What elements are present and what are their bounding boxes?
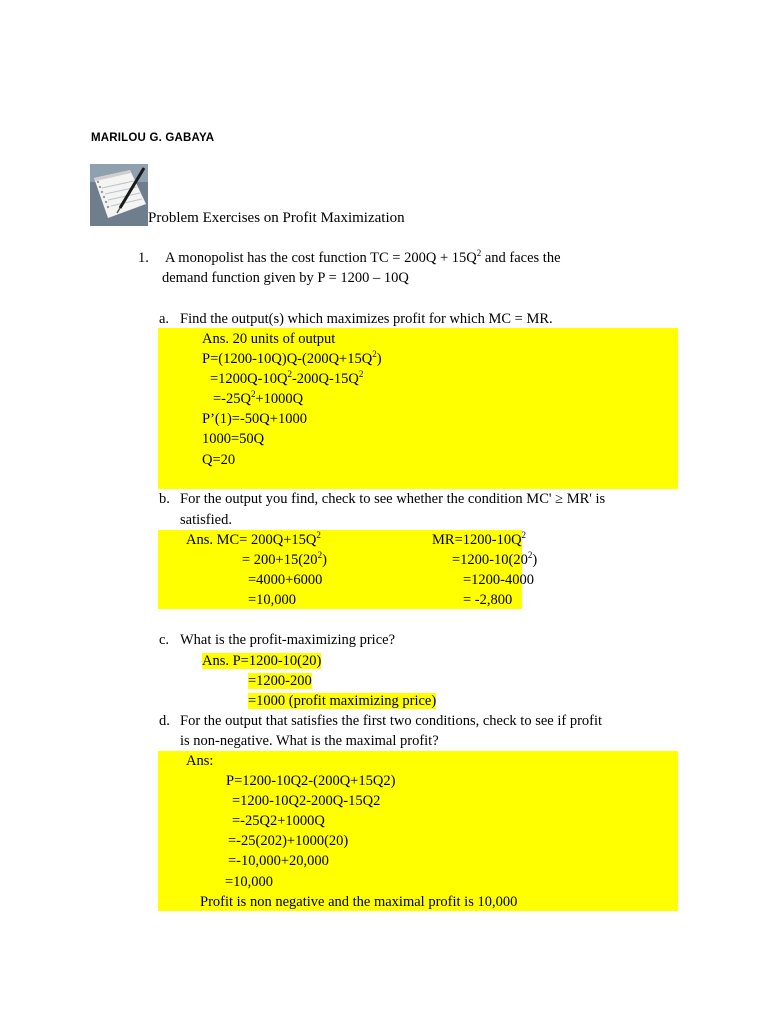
part-a-letter: a. (159, 311, 170, 327)
part-a-answer-line: $=1200Q-10Q^2-200Q-15Q^2$ (210, 369, 364, 387)
part-c-answer-line: Ans. P=1200-10(20) (202, 653, 322, 669)
part-a-answer-line: Ans. 20 units of output (202, 331, 336, 347)
problem-statement-line-2: demand function given by P = 1200 – 10Q (162, 270, 409, 286)
part-d-answer-line: =-10,000+20,000 (228, 853, 329, 869)
part-a-answer-line: $=-25Q^2+1000Q$ (213, 389, 304, 407)
part-d-answer-line: P=1200-10Q2-(200Q+15Q2) (226, 773, 396, 789)
part-a-answer-line: 1000=50Q (202, 431, 265, 447)
part-c-letter: c. (159, 632, 170, 648)
part-b-mr-line: $MR=1200-10Q^2$ (432, 530, 527, 548)
part-b-mc-line: = $200+15(20^2)$ (242, 550, 327, 568)
author-name: MARILOU G. GABAYA (91, 132, 215, 144)
document-title: Problem Exercises on Profit Maximization (148, 210, 405, 226)
part-a-answer-line: P’(1)=-50Q+1000 (202, 411, 307, 427)
part-d-conclusion: Profit is non negative and the maximal profit is 10,000 (200, 894, 518, 910)
part-b-mr-line: =1200-4000 (463, 572, 535, 588)
part-b-mc-line: =4000+6000 (248, 572, 323, 588)
part-a-answer-line: Q=20 (202, 452, 236, 468)
part-c-question: What is the profit-maximizing price? (180, 632, 396, 648)
part-d-letter: d. (159, 713, 170, 729)
part-c-answer-line: =1200-200 (248, 673, 312, 689)
problem-statement-line-1: A monopolist has the cost function TC = $200Q + 15Q^2$ and faces the (165, 248, 561, 266)
part-b-question-line-1: For the output you find, check to see whether the condition MC' ≥ MR' is (180, 491, 606, 507)
part-b-mr-line: $=1200-10(20^2)$ (452, 550, 538, 568)
part-c-answer-line: =1000 (profit maximizing price) (248, 693, 437, 709)
notebook-pen-icon (90, 164, 148, 226)
part-b-mc-line: Ans. $MC= 200Q+15Q^2$ (186, 530, 321, 548)
part-b-letter: b. (159, 491, 170, 507)
part-b-question-line-2: satisfied. (180, 512, 232, 528)
part-d-question-line-2: is non-negative. What is the maximal profit? (180, 733, 439, 749)
part-a-question: Find the output(s) which maximizes profit for which MC = MR. (180, 311, 553, 327)
part-d-answer-line: =-25(202)+1000(20) (228, 833, 349, 849)
part-d-answer-line: =-25Q2+1000Q (232, 813, 325, 829)
part-d-answer-line: =1200-10Q2-200Q-15Q2 (232, 793, 381, 809)
problem-number: 1. (138, 250, 149, 266)
part-a-answer-line: $P=(1200-10Q)Q-(200Q+15Q^2)$ (202, 349, 382, 367)
part-d-question-line-1: For the output that satisfies the first two conditions, check to see if profit (180, 713, 603, 729)
part-d-answer-line: =10,000 (225, 874, 274, 890)
part-b-mr-line: = -2,800 (463, 592, 513, 608)
part-d-answer-line: Ans: (186, 753, 214, 769)
part-b-mc-line: =10,000 (248, 592, 297, 608)
